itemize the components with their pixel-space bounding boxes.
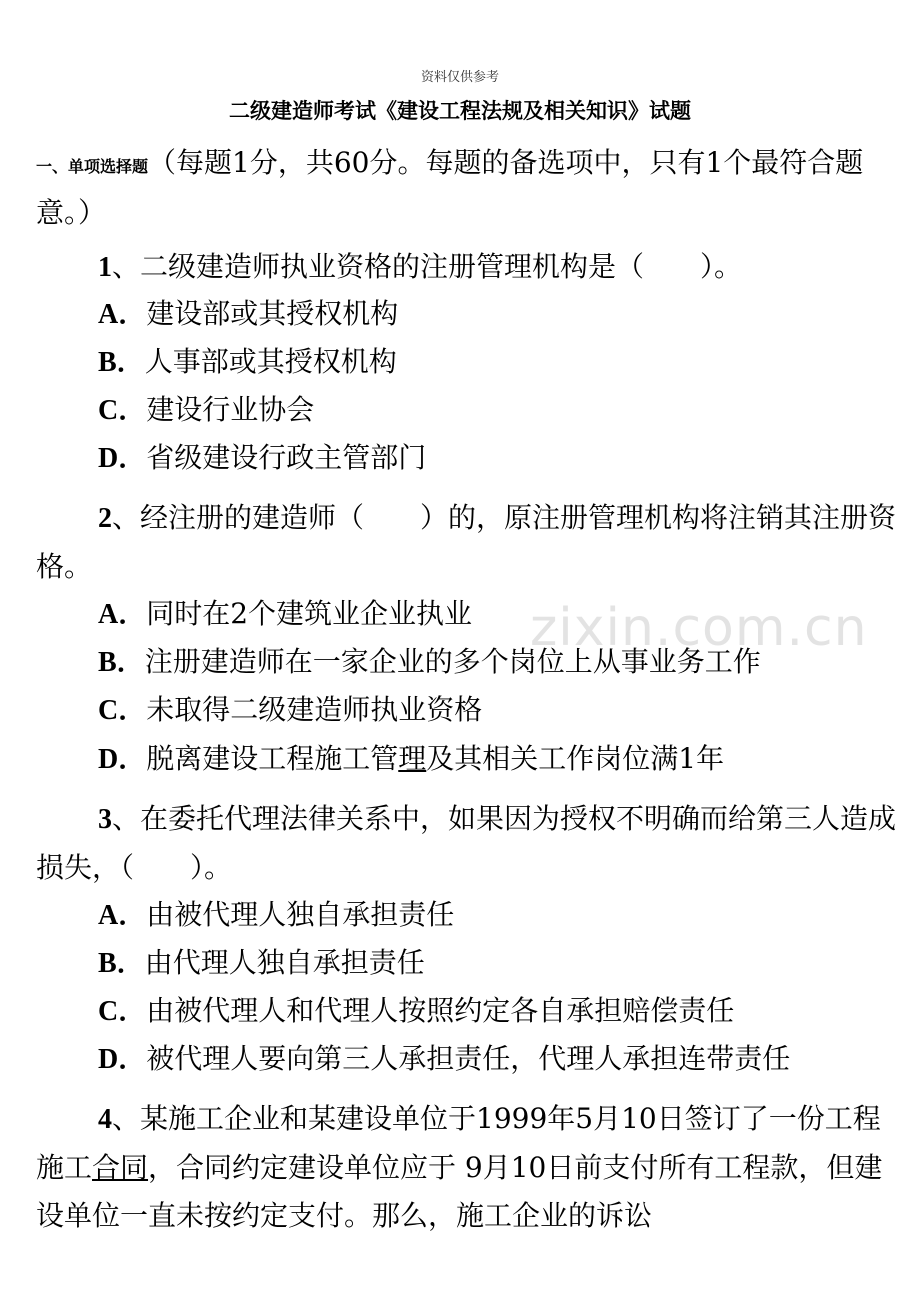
- option-1b: [98, 338, 908, 387]
- option-1c: [98, 386, 908, 435]
- question-stem: 、二级建造师执业资格的注册管理机构是（ ）。: [112, 250, 743, 283]
- option-text: 由代理人独自承担责任: [144, 946, 425, 979]
- option-text: 建设行业协会: [146, 393, 315, 426]
- option-letter: B．: [98, 647, 145, 678]
- option-letter: A．: [98, 599, 147, 630]
- option-3b: [98, 939, 908, 988]
- question-2: [36, 494, 906, 591]
- option-3a: [98, 891, 908, 940]
- option-text: 同时在2个建筑业企业执业: [146, 597, 473, 630]
- option-letter: B．: [98, 347, 145, 378]
- watermark: zixin.com.cn: [530, 598, 868, 658]
- option-2b: [98, 638, 908, 687]
- option-letter: A．: [98, 900, 147, 931]
- section-lead: 一、单项选择题: [36, 157, 149, 176]
- option-letter: D．: [98, 744, 147, 775]
- option-letter: B．: [98, 948, 145, 979]
- question-number: 3: [98, 804, 112, 835]
- option-letter: C．: [98, 395, 147, 426]
- option-3c: [98, 987, 908, 1036]
- page-title: 二级建造师考试《建设工程法规及相关知识》试题: [229, 99, 691, 123]
- option-text: 省级建设行政主管部门: [146, 441, 427, 474]
- question-stem: 、某施工企业和某建设单位于1999年5月10日签订了一份工程施工: [36, 1102, 881, 1184]
- option-letter: D．: [98, 443, 147, 474]
- option-letter: D．: [98, 1044, 147, 1075]
- question-number: 1: [98, 252, 112, 283]
- option-text-underlined: 理: [398, 742, 427, 775]
- option-letter: C．: [98, 695, 147, 726]
- option-text: 由被代理人和代理人按照约定各自承担赔偿责任: [146, 994, 735, 1027]
- section-instructions: [36, 140, 906, 236]
- option-letter: A．: [98, 299, 147, 330]
- question-number: 4: [98, 1104, 112, 1135]
- option-text: 脱离建设工程施工管: [146, 742, 399, 775]
- question-stem: 、在委托代理法律关系中，如果因为授权不明确而给第三人造成损失，（ ）。: [36, 802, 897, 884]
- option-2d: [98, 735, 908, 784]
- option-text: 未取得二级建造师执业资格: [146, 693, 483, 726]
- option-text: 及其相关工作岗位满1年: [426, 742, 725, 775]
- option-text: 人事部或其授权机构: [144, 345, 397, 378]
- option-text: 建设部或其授权机构: [146, 297, 399, 330]
- option-1a: [98, 290, 908, 339]
- section-text: （每题1分，共60分。每题的备选项中，只有1个最符合题意。）: [36, 146, 864, 229]
- option-text: 注册建造师在一家企业的多个岗位上从事业务工作: [144, 645, 761, 678]
- option-2a: [98, 590, 908, 639]
- option-text: 被代理人要向第三人承担责任，代理人承担连带责任: [146, 1042, 791, 1075]
- option-3d: [98, 1035, 908, 1084]
- option-letter: C．: [98, 996, 147, 1027]
- question-stem: ，合同约定建设单位应于 9月10日前支付所有工程款，但建设单位一直未按约定支付。那么，施工企业的诉讼: [36, 1151, 883, 1232]
- question-number: 2: [98, 503, 112, 534]
- option-1d: [98, 434, 908, 483]
- question-stem-underlined: 合同: [92, 1151, 149, 1184]
- option-text: 由被代理人独自承担责任: [146, 898, 455, 931]
- question-1: [36, 243, 906, 292]
- option-2c: [98, 686, 908, 735]
- header-note: 资料仅供参考: [420, 70, 499, 85]
- question-3: [36, 795, 906, 892]
- question-stem: 、经注册的建造师（ ）的，原注册管理机构将注销其注册资格。: [36, 501, 897, 583]
- question-4: [36, 1095, 906, 1240]
